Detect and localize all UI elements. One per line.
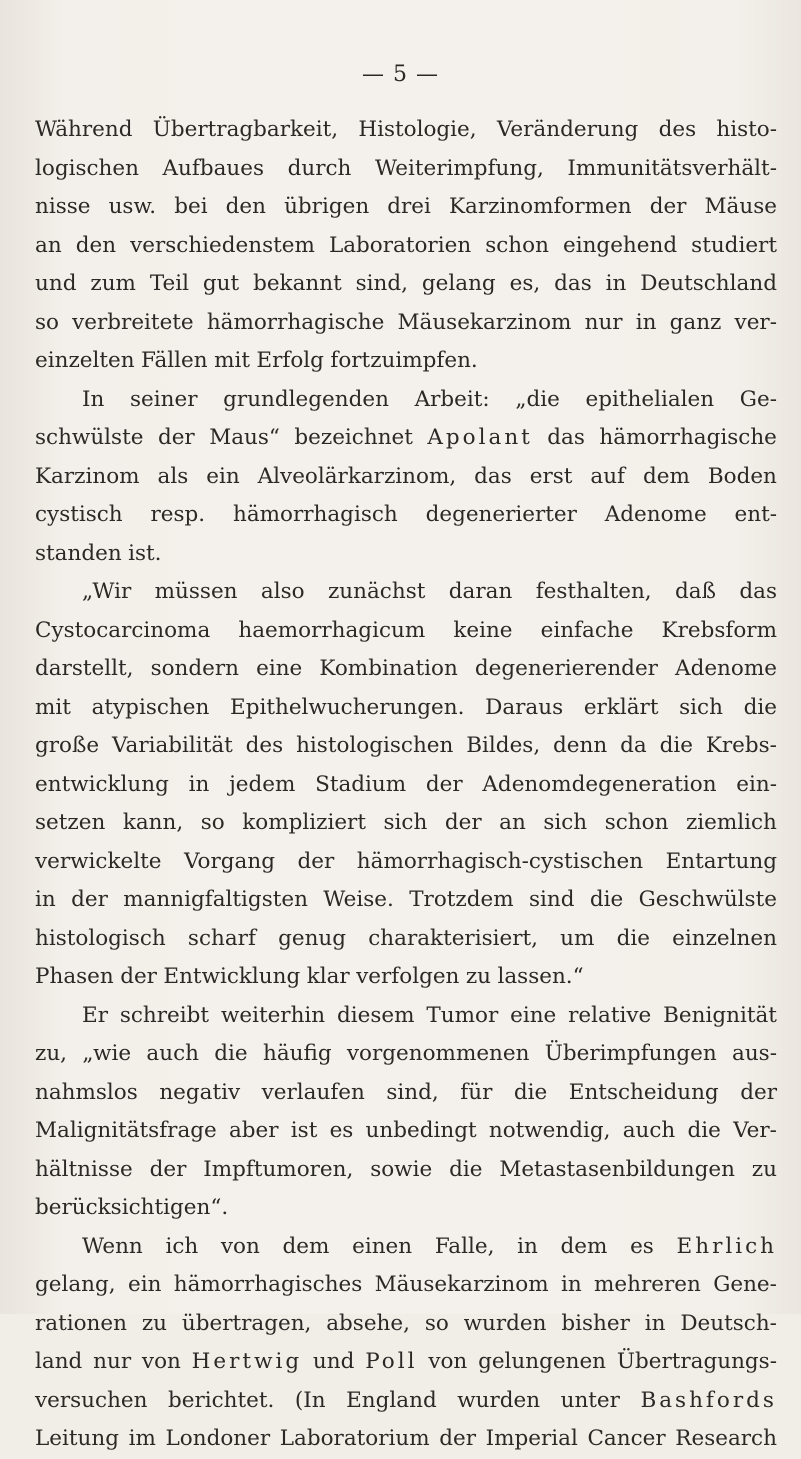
word: der xyxy=(649,194,687,219)
word: Metastasenbildungen xyxy=(499,1156,735,1182)
word: Deutschland xyxy=(640,271,777,296)
word: entwicklung xyxy=(35,771,169,797)
word: Entartung xyxy=(665,848,777,874)
word: sich xyxy=(543,810,588,835)
word: versuchen xyxy=(35,1387,148,1413)
word: Karzinom xyxy=(35,463,140,489)
word: Apolant xyxy=(427,425,533,450)
word: Weise. xyxy=(323,887,394,912)
word: Mäusekarzinom xyxy=(374,1272,549,1297)
word: mannigfaltigsten xyxy=(123,887,308,912)
word: logischen xyxy=(35,155,139,181)
word: hämorrhagische xyxy=(599,425,777,450)
word: in xyxy=(560,1272,582,1297)
word: sich xyxy=(679,694,723,720)
word: Falle, xyxy=(434,1233,495,1259)
word: die xyxy=(589,887,624,912)
word: sind, xyxy=(355,271,408,296)
word: in xyxy=(644,1310,666,1336)
word: Erfolg xyxy=(256,348,324,373)
word: verwickelte xyxy=(35,848,162,874)
word: die xyxy=(513,1079,548,1105)
word: Während xyxy=(35,117,133,142)
word: Teil xyxy=(149,271,189,296)
text-line xyxy=(35,496,777,535)
word: Arbeit: xyxy=(414,386,490,412)
word: erst xyxy=(529,463,573,489)
word: negativ xyxy=(159,1079,241,1105)
word: so xyxy=(424,1310,449,1336)
word: ziemlich xyxy=(685,810,777,835)
word: Adenomdegeneration xyxy=(482,771,717,797)
text-line xyxy=(35,458,777,497)
word: Entwicklung xyxy=(163,964,301,989)
word: sind xyxy=(528,887,575,912)
text-line xyxy=(35,881,777,920)
word: der xyxy=(157,425,195,450)
word: vorgenommenen xyxy=(346,1041,530,1066)
word: atypischen xyxy=(91,694,210,720)
word: ent- xyxy=(734,502,777,527)
word: mit xyxy=(214,348,250,373)
word: ein- xyxy=(736,771,777,797)
word: Übertragbarkeit, xyxy=(152,117,339,142)
word: bekannt xyxy=(253,271,342,296)
word: durch xyxy=(287,155,352,181)
word: nahmslos xyxy=(35,1079,138,1105)
word: Er xyxy=(82,1002,108,1028)
word: das xyxy=(739,579,777,604)
word: also xyxy=(260,579,305,604)
word: und xyxy=(312,1349,355,1374)
word: an xyxy=(35,232,62,258)
word: daß xyxy=(675,579,716,604)
word: dem xyxy=(560,1233,608,1259)
word: der xyxy=(425,771,463,797)
word: setzen xyxy=(35,810,106,835)
word: unter xyxy=(560,1387,620,1413)
word: Adenome xyxy=(675,656,777,681)
word: Immunitätsverhält- xyxy=(567,155,777,181)
word: gelang, xyxy=(35,1272,116,1297)
word: zu, xyxy=(35,1041,68,1066)
word: übrigen xyxy=(284,194,370,219)
word: der xyxy=(149,1156,187,1182)
text-line xyxy=(35,843,777,882)
word: sind, xyxy=(386,1079,439,1105)
text-line xyxy=(35,1035,777,1074)
word: scharf xyxy=(187,925,256,951)
word: eingehend xyxy=(562,232,678,258)
word: berücksichtigen“. xyxy=(35,1195,229,1220)
word: von xyxy=(141,1349,181,1374)
text-line xyxy=(35,419,777,458)
word: es xyxy=(630,1233,654,1259)
word: hämorrhagische xyxy=(206,309,385,335)
word: gelungenen xyxy=(478,1349,607,1374)
word: epithelialen xyxy=(585,386,715,412)
word: verfolgen xyxy=(356,964,460,989)
word: wurden xyxy=(463,1310,547,1336)
word: Laboratorium xyxy=(279,1426,430,1451)
word: Boden xyxy=(707,463,777,489)
word: auch xyxy=(146,1041,199,1066)
word: Laboratorien xyxy=(328,232,472,258)
word: ich xyxy=(165,1233,199,1259)
word: häufig xyxy=(262,1041,332,1066)
word: Malignitätsfrage xyxy=(35,1118,217,1143)
word: England xyxy=(346,1387,437,1413)
word: „die xyxy=(515,386,560,412)
word: die xyxy=(659,733,693,758)
word: der xyxy=(439,1426,477,1451)
word: Imperial xyxy=(485,1426,578,1451)
word: Vorgang xyxy=(184,848,275,874)
text-line xyxy=(35,381,777,420)
word: degenerierter xyxy=(425,502,577,527)
word: charakterisiert, xyxy=(368,925,538,951)
word: für xyxy=(460,1079,493,1105)
word: hältnisse xyxy=(35,1156,133,1182)
word: zu xyxy=(751,1156,777,1182)
word: notwendig, xyxy=(488,1118,611,1143)
word: nur xyxy=(93,1349,132,1374)
word: sowie xyxy=(370,1156,433,1182)
word: bei xyxy=(174,194,208,219)
word: Stadium xyxy=(315,771,407,797)
word: mehreren xyxy=(594,1272,701,1297)
word: Aufbaues xyxy=(162,155,265,181)
word: schwülste xyxy=(35,425,144,450)
word: den xyxy=(75,232,117,258)
word: ist xyxy=(290,1118,318,1143)
word: des xyxy=(658,117,697,142)
word: so xyxy=(35,309,59,335)
word: es, xyxy=(509,271,541,296)
word: gelang xyxy=(421,271,496,296)
word: so xyxy=(200,810,225,835)
word: des xyxy=(245,733,284,758)
text-line xyxy=(35,1343,777,1382)
text-line xyxy=(35,1266,777,1305)
word: Ver- xyxy=(733,1118,777,1143)
word: standen xyxy=(35,540,122,566)
text-line xyxy=(35,804,777,843)
word: hämorrhagisches xyxy=(173,1272,363,1297)
word: Tumor xyxy=(426,1002,499,1028)
word: schon xyxy=(485,232,549,258)
word: die xyxy=(214,1041,248,1066)
word: Deutsch- xyxy=(680,1310,777,1336)
word: erklärt xyxy=(583,694,659,720)
word: einzelten xyxy=(35,348,135,373)
word: nisse xyxy=(35,194,91,219)
word: „Wir xyxy=(82,579,132,604)
word: In xyxy=(82,386,105,412)
word: daran xyxy=(448,579,513,604)
word: grundlegenden xyxy=(223,386,389,412)
word: hämorrhagisch-cystischen xyxy=(356,848,644,874)
text-line xyxy=(35,727,777,766)
word: Research xyxy=(675,1426,777,1451)
word: auch xyxy=(622,1118,676,1143)
word: drei xyxy=(387,194,431,219)
text-line xyxy=(35,997,777,1036)
word: bisher xyxy=(561,1310,630,1336)
word: da xyxy=(620,733,647,758)
word: histo- xyxy=(716,117,777,142)
word: haemorrhagicum xyxy=(238,617,426,643)
word: Bildes, xyxy=(466,733,541,758)
word: bezeichnet xyxy=(294,425,413,450)
word: Veränderung xyxy=(496,117,639,142)
text-line xyxy=(35,689,777,728)
text-line xyxy=(35,111,777,150)
word: in xyxy=(517,1233,538,1259)
word: kann, xyxy=(122,810,184,835)
word: Ehrlich xyxy=(676,1233,777,1259)
word: sich xyxy=(383,810,428,835)
word: rationen xyxy=(35,1310,127,1336)
word: hämorrhagisch xyxy=(232,502,398,527)
word: Geschwülste xyxy=(638,887,777,912)
word: cystisch xyxy=(35,502,123,527)
word: Impftumoren, xyxy=(203,1156,354,1182)
word: die xyxy=(743,694,777,720)
text-line xyxy=(35,1228,777,1267)
word: den xyxy=(225,194,266,219)
word: von xyxy=(220,1233,260,1259)
word: auf xyxy=(590,463,626,489)
word: „wie xyxy=(82,1041,132,1066)
word: um xyxy=(560,925,595,951)
word: aber xyxy=(228,1118,279,1143)
word: zunächst xyxy=(327,579,426,604)
word: im xyxy=(128,1426,156,1451)
word: aus- xyxy=(732,1041,777,1066)
word: dem xyxy=(282,1233,330,1259)
text-line xyxy=(35,1382,777,1421)
word: wurden xyxy=(457,1387,541,1413)
word: ein xyxy=(127,1272,162,1297)
word: Bashfords xyxy=(640,1387,777,1413)
word: der xyxy=(71,887,108,912)
word: Daraus xyxy=(485,694,564,720)
word: Krebsform xyxy=(661,617,777,643)
text-line xyxy=(35,1151,777,1190)
word: verschiedenstem xyxy=(130,232,315,258)
word: Maus“ xyxy=(209,425,280,450)
word: keine xyxy=(453,617,513,643)
text-line xyxy=(35,227,777,266)
word: darstellt, xyxy=(35,656,134,681)
word: Ge- xyxy=(739,386,777,412)
word: schreibt xyxy=(119,1002,210,1028)
word: die xyxy=(687,1118,721,1143)
word: Adenome xyxy=(604,502,707,527)
word: absehe, xyxy=(326,1310,410,1336)
word: die xyxy=(449,1156,483,1182)
word: land xyxy=(35,1349,83,1374)
word: nur xyxy=(584,309,623,335)
text-line xyxy=(35,612,777,651)
word: relative xyxy=(568,1002,652,1028)
text-line xyxy=(35,535,777,574)
word: resp. xyxy=(150,502,206,527)
word: der xyxy=(444,810,482,835)
text-line xyxy=(35,188,777,227)
word: ein xyxy=(206,463,240,489)
word: es xyxy=(329,1118,354,1143)
text-line xyxy=(35,573,777,612)
word: Cancer xyxy=(587,1426,666,1451)
word: Überimpfungen xyxy=(544,1041,717,1066)
word: Weiterimpfung, xyxy=(374,155,544,181)
word: Wenn xyxy=(82,1233,143,1259)
word: Leitung xyxy=(35,1426,119,1451)
word: große xyxy=(35,733,100,758)
word: Phasen xyxy=(35,964,114,989)
word: festhalten, xyxy=(535,579,652,604)
word: müssen xyxy=(154,579,238,604)
word: studiert xyxy=(691,232,777,258)
word: Epithelwucherungen. xyxy=(230,694,465,720)
word: unbedingt xyxy=(365,1118,477,1143)
word: Fällen xyxy=(141,348,208,373)
word: der xyxy=(120,964,157,989)
word: (In xyxy=(294,1387,326,1413)
word: übertragen, xyxy=(181,1310,312,1336)
word: dem xyxy=(642,463,690,489)
word: Variabilität xyxy=(111,733,233,758)
word: Mäuse xyxy=(704,194,777,219)
word: zum xyxy=(90,271,136,296)
word: in xyxy=(605,271,627,296)
text-line xyxy=(35,1189,777,1228)
text-line xyxy=(35,650,777,689)
word: lassen.“ xyxy=(497,964,584,989)
word: diesem xyxy=(337,1002,415,1028)
word: usw. xyxy=(108,194,157,219)
word: Übertragungs- xyxy=(616,1349,777,1374)
word: Gene- xyxy=(713,1272,777,1297)
text-line xyxy=(35,1074,777,1113)
word: einfache xyxy=(540,617,634,643)
word: Londoner xyxy=(165,1426,271,1451)
word: weiterhin xyxy=(220,1002,326,1028)
word: genug xyxy=(278,925,347,951)
word: histologischen xyxy=(296,733,454,758)
word: sondern xyxy=(150,656,240,681)
word: das xyxy=(474,463,512,489)
text-line xyxy=(35,265,777,304)
word: verlaufen xyxy=(261,1079,365,1105)
word: einen xyxy=(352,1233,413,1259)
word: das xyxy=(547,425,585,450)
page-number: — 5 — xyxy=(362,62,439,87)
word: Histologie, xyxy=(358,117,477,142)
text-line xyxy=(35,958,777,997)
word: Poll xyxy=(365,1349,418,1374)
word: an xyxy=(499,810,526,835)
word: ist. xyxy=(128,540,162,566)
word: mit xyxy=(35,694,71,720)
word: die xyxy=(616,925,650,951)
word: gut xyxy=(202,271,240,296)
word: Alveolärkarzinom, xyxy=(257,463,457,489)
word: und xyxy=(35,271,77,296)
word: der xyxy=(740,1079,777,1105)
word: eine xyxy=(256,656,303,681)
word: fortzuimpfen. xyxy=(330,348,478,373)
word: schon xyxy=(604,810,669,835)
word: Mäusekarzinom xyxy=(397,309,572,335)
word: Karzinomformen xyxy=(448,194,632,219)
word: in xyxy=(35,887,56,912)
word: als xyxy=(157,463,189,489)
word: degenerierender xyxy=(474,656,658,681)
word: der xyxy=(297,848,335,874)
word: das xyxy=(554,271,592,296)
word: denn xyxy=(553,733,608,758)
word: Benignität xyxy=(663,1002,777,1028)
word: Hertwig xyxy=(191,1349,303,1374)
word: Trotzdem xyxy=(409,887,514,912)
word: eine xyxy=(510,1002,557,1028)
word: jedem xyxy=(229,771,296,797)
word: einzelnen xyxy=(672,925,777,951)
body-text xyxy=(35,111,777,1459)
word: in xyxy=(635,309,657,335)
word: Cystocarcinoma xyxy=(35,617,211,643)
word: seiner xyxy=(130,386,198,412)
word: ganz xyxy=(669,309,722,335)
word: von xyxy=(428,1349,468,1374)
word: Kombination xyxy=(319,656,458,681)
word: kompliziert xyxy=(242,810,366,835)
word: zu xyxy=(465,964,492,989)
text-line xyxy=(35,1305,777,1344)
text-line xyxy=(35,1112,777,1151)
word: ver- xyxy=(734,309,777,335)
word: berichtet. xyxy=(168,1387,275,1413)
word: Entscheidung xyxy=(568,1079,719,1105)
word: klar xyxy=(306,964,350,989)
text-line xyxy=(35,920,777,959)
text-line xyxy=(35,150,777,189)
word: in xyxy=(188,771,210,797)
text-line xyxy=(35,342,777,381)
word: zu xyxy=(141,1310,168,1336)
text-line xyxy=(35,1420,777,1459)
word: verbreitete xyxy=(72,309,194,335)
word: Krebs- xyxy=(705,733,777,758)
text-line xyxy=(35,304,777,343)
text-line xyxy=(35,766,777,805)
word: histologisch xyxy=(35,925,166,951)
